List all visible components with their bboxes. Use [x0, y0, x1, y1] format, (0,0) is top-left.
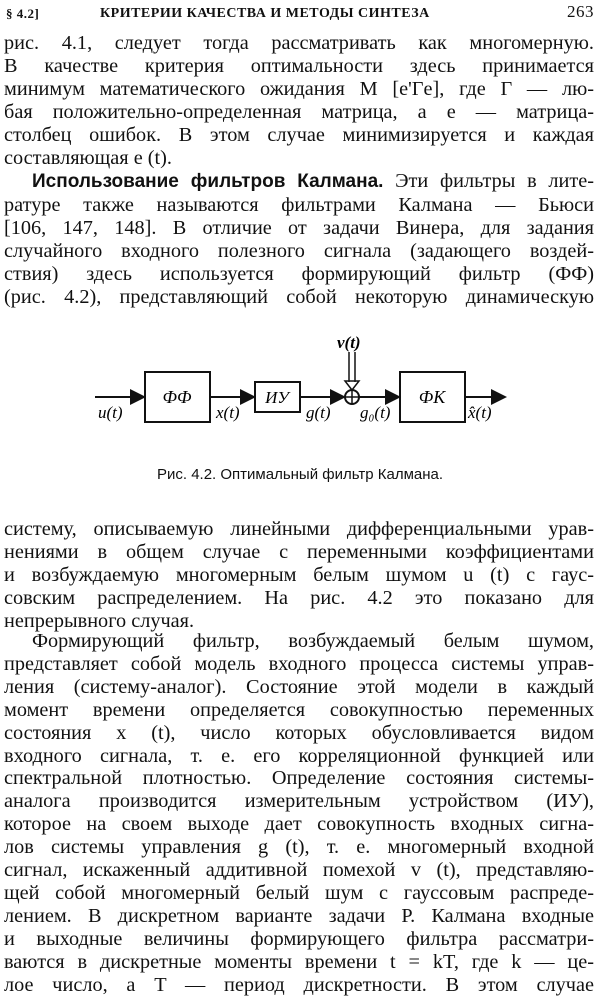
text-line: В качестве критерия оптимальности здесь принимается — [4, 54, 594, 77]
section-marker: § 4.2] — [6, 6, 40, 21]
signal-g0: g₀(t) — [360, 403, 391, 422]
signal-x: x(t) — [216, 403, 240, 422]
text-line: [106, 147, 148]. В отличие от задачи Винера, для задания — [4, 216, 594, 239]
paragraph-1 — [4, 32, 594, 169]
text-line: щей собой многомерный белый шум с гауссовым распреде- — [4, 881, 594, 904]
text-line: входного сигнала, т. е. его корреляционной функцией или — [4, 744, 594, 767]
text-line: составляющая e (t). — [4, 146, 172, 169]
paragraph-4 — [4, 630, 594, 997]
text-line: совским распределением. На рис. 4.2 это показано для — [4, 586, 594, 609]
text-line: бая положительно-определенная матрица, а e — матрица- — [4, 100, 594, 123]
text-line: сигнал, искаженный аддитивной помехой v (t), представляю- — [4, 859, 594, 882]
paragraph-2 — [4, 170, 594, 308]
text-line: и возбуждаемую многомерным белым шумом u (t) с гаус- — [4, 563, 594, 586]
section-heading: Использование фильтров Калмана. — [32, 171, 384, 192]
figure-caption: Рис. 4.2. Оптимальный фильтр Калмана. — [156, 466, 444, 483]
text-line: ления (систему-аналог). Состояние этой модели в каждый — [4, 675, 594, 698]
text-line: ратуре также называются фильтрами Калмана — Бьюси — [4, 193, 594, 216]
text-line: ваются в дискретные моменты времени t = kT, где k — це- — [4, 950, 594, 973]
running-title: КРИТЕРИИ КАЧЕСТВА И МЕТОДЫ СИНТЕЗА — [100, 6, 430, 21]
text-line: столбец ошибок. В этом случае минимизируется и каждая — [4, 123, 594, 146]
text-line: аналога производится измерительным устройством (ИУ), — [4, 790, 594, 813]
text-line: лов системы управления g (t), т. е. многомерный входной — [4, 836, 594, 859]
kalman-filter-diagram — [90, 330, 510, 435]
text-line: момент времени определяется совокупностью переменных — [4, 698, 594, 721]
text-line: состояния x (t), число которых обусловливается видом — [4, 721, 594, 744]
text-line: рис. 4.1, следует тогда рассматривать как многомерную. — [4, 32, 594, 54]
text-line: которое на своем выходе дает совокупность входных сигна- — [4, 813, 594, 836]
signal-u: u(t) — [98, 403, 123, 422]
text-line: минимум математического ожидания M [e'Γe], где Γ — лю- — [4, 77, 594, 100]
page-number: 263 — [567, 2, 594, 21]
arrow-v — [345, 381, 359, 390]
text-line: ствия) здесь используется формирующий фильтр (ФФ) — [4, 262, 594, 285]
text-line: нениями в общем случае с переменными коэффициентами — [4, 540, 594, 563]
signal-xhat: x̂(t) — [468, 403, 492, 422]
text-line: лением. В дискретном варианте задачи Р. Калмана входные — [4, 904, 594, 927]
signal-g: g(t) — [306, 403, 331, 422]
text-line: непрерывного случая. — [4, 609, 195, 632]
text-line: (рис. 4.2), представляющий собой некоторую динамическую — [4, 285, 594, 308]
signal-v: v(t) — [337, 333, 361, 352]
text-line: систему, описываемую линейными дифференциальными урав- — [4, 518, 594, 540]
text-line — [4, 170, 594, 194]
text-line: лое число, а T — период дискретности. В этом случае — [4, 973, 594, 996]
block-ff-label: ФФ — [162, 387, 192, 407]
block-fk-label: ФК — [418, 387, 446, 407]
text-line: случайного входного полезного сигнала (задающего воздей- — [4, 239, 594, 262]
text-line: спектральной плотностью. Определение состояния системы- — [4, 767, 594, 790]
text-line: представляет собой модель входного процесса системы управ- — [4, 652, 594, 675]
text-line: Формирующий фильтр, возбуждаемый белым шумом, — [32, 630, 594, 652]
running-header — [4, 2, 594, 28]
block-iu-label: ИУ — [265, 388, 289, 407]
text-line: и выходные величины формирующего фильтра рассматри- — [4, 927, 594, 950]
paragraph-3 — [4, 518, 594, 633]
text-fragment: Эти фильтры в лите- — [383, 170, 595, 192]
